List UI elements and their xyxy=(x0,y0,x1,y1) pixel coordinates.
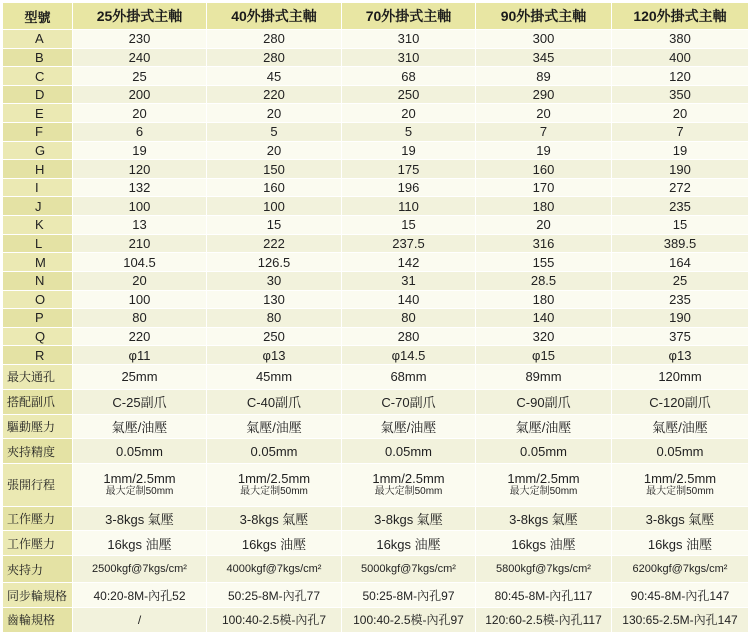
row-label: B xyxy=(3,48,73,67)
table-row xyxy=(3,464,749,506)
table-cell: 15 xyxy=(207,216,342,235)
table-cell: 89 xyxy=(476,67,612,86)
table-cell: 13 xyxy=(73,216,207,235)
table-cell: 20 xyxy=(476,104,612,123)
row-label: 搭配副爪 xyxy=(3,389,73,414)
table-cell: 280 xyxy=(207,30,342,49)
table-cell: 175 xyxy=(342,160,476,179)
table-cell: C-70副爪 xyxy=(342,389,476,414)
table-cell: 30 xyxy=(207,271,342,290)
stroke-value: 1mm/2.5mm xyxy=(643,471,717,487)
table-cell: 氣壓/油壓 xyxy=(207,414,342,439)
row-label: M xyxy=(3,253,73,272)
table-cell: 104.5 xyxy=(73,253,207,272)
row-label: K xyxy=(3,216,73,235)
table-cell: φ13 xyxy=(207,346,342,365)
table-cell: 6 xyxy=(73,123,207,142)
stroke-value: 1mm/2.5mm xyxy=(507,471,580,487)
table-cell: C-25副爪 xyxy=(73,389,207,414)
column-header-model: 型號 xyxy=(3,3,73,30)
table-cell: 170 xyxy=(476,178,612,197)
row-label: 最大通孔 xyxy=(3,364,73,389)
table-cell: 300 xyxy=(476,30,612,49)
table-cell: 389.5 xyxy=(612,234,749,253)
table-cell: 28.5 xyxy=(476,271,612,290)
row-label: L xyxy=(3,234,73,253)
table-cell: 126.5 xyxy=(207,253,342,272)
row-label: F xyxy=(3,123,73,142)
table-cell: 15 xyxy=(612,216,749,235)
table-row xyxy=(3,48,749,67)
table-cell: 160 xyxy=(207,178,342,197)
spec-table-body xyxy=(3,30,749,633)
table-cell: 89mm xyxy=(476,364,612,389)
table-cell: 氣壓/油壓 xyxy=(612,414,749,439)
table-cell: 0.05mm xyxy=(207,439,342,464)
table-cell: 280 xyxy=(342,327,476,346)
table-cell xyxy=(207,464,342,506)
table-cell: 80:45-8M-內孔117 xyxy=(476,583,612,608)
table-cell: 164 xyxy=(612,253,749,272)
table-row xyxy=(3,556,749,583)
table-cell: 19 xyxy=(342,141,476,160)
table-cell: 20 xyxy=(342,104,476,123)
table-cell: 0.05mm xyxy=(476,439,612,464)
table-row xyxy=(3,216,749,235)
stroke-note: 最大定制50mm xyxy=(646,486,714,498)
table-cell: 25 xyxy=(73,67,207,86)
table-cell: 150 xyxy=(207,160,342,179)
table-cell: 130 xyxy=(207,290,342,309)
row-label: R xyxy=(3,346,73,365)
table-row xyxy=(3,123,749,142)
table-row xyxy=(3,104,749,123)
table-cell xyxy=(612,464,749,506)
table-cell: 90:45-8M-內孔147 xyxy=(612,583,749,608)
table-cell: 100:40-2.5模-內孔7 xyxy=(207,607,342,632)
table-cell: φ15 xyxy=(476,346,612,365)
table-cell: 80 xyxy=(207,309,342,328)
table-cell: 316 xyxy=(476,234,612,253)
table-row xyxy=(3,531,749,556)
row-label: D xyxy=(3,85,73,104)
table-cell: 120:60-2.5模-內孔117 xyxy=(476,607,612,632)
table-row xyxy=(3,389,749,414)
table-cell: 3-8kgs 氣壓 xyxy=(207,506,342,531)
table-cell: 130:65-2.5M-內孔147 xyxy=(612,607,749,632)
table-cell: 230 xyxy=(73,30,207,49)
table-row xyxy=(3,364,749,389)
stroke-note: 最大定制50mm xyxy=(240,486,308,498)
table-cell: 3-8kgs 氣壓 xyxy=(73,506,207,531)
table-row xyxy=(3,141,749,160)
table-cell: 180 xyxy=(476,197,612,216)
row-label: C xyxy=(3,67,73,86)
table-cell: 120 xyxy=(73,160,207,179)
table-cell: 19 xyxy=(612,141,749,160)
table-cell: φ13 xyxy=(612,346,749,365)
table-cell: C-120副爪 xyxy=(612,389,749,414)
table-cell: 250 xyxy=(207,327,342,346)
table-cell xyxy=(476,464,612,506)
row-label: 齒輪規格 xyxy=(3,607,73,632)
table-cell: 5 xyxy=(207,123,342,142)
table-cell: 210 xyxy=(73,234,207,253)
table-cell: 120 xyxy=(612,67,749,86)
table-cell: 140 xyxy=(342,290,476,309)
table-row xyxy=(3,607,749,632)
table-cell: φ14.5 xyxy=(342,346,476,365)
table-cell: 2500kgf@7kgs/cm² xyxy=(73,556,207,583)
table-cell: 4000kgf@7kgs/cm² xyxy=(207,556,342,583)
table-cell: 7 xyxy=(612,123,749,142)
table-cell: 7 xyxy=(476,123,612,142)
table-cell: 100 xyxy=(73,290,207,309)
column-header-spindle-4: 90外掛式主軸 xyxy=(476,3,612,30)
table-cell xyxy=(342,464,476,506)
table-cell: 31 xyxy=(342,271,476,290)
row-label: G xyxy=(3,141,73,160)
column-header-spindle-3: 70外掛式主軸 xyxy=(342,3,476,30)
table-cell: 20 xyxy=(476,216,612,235)
table-cell: 80 xyxy=(73,309,207,328)
table-cell: 19 xyxy=(476,141,612,160)
row-label: 夾持精度 xyxy=(3,439,73,464)
stroke-note: 最大定制50mm xyxy=(374,486,443,498)
table-row xyxy=(3,583,749,608)
row-label: 工作壓力 xyxy=(3,531,73,556)
column-header-spindle-5: 120外掛式主軸 xyxy=(612,3,749,30)
row-label: E xyxy=(3,104,73,123)
table-row xyxy=(3,309,749,328)
stroke-value: 1mm/2.5mm xyxy=(237,471,311,487)
table-row xyxy=(3,67,749,86)
table-cell: 180 xyxy=(476,290,612,309)
table-cell: 20 xyxy=(73,271,207,290)
table-row xyxy=(3,160,749,179)
table-cell: 350 xyxy=(612,85,749,104)
table-row xyxy=(3,197,749,216)
table-cell: 15 xyxy=(342,216,476,235)
table-cell: 320 xyxy=(476,327,612,346)
table-cell: 160 xyxy=(476,160,612,179)
table-cell: 310 xyxy=(342,30,476,49)
row-label: I xyxy=(3,178,73,197)
table-cell: 280 xyxy=(207,48,342,67)
table-cell: 237.5 xyxy=(342,234,476,253)
row-label: 同步輪規格 xyxy=(3,583,73,608)
table-cell: 380 xyxy=(612,30,749,49)
row-label: 張開行程 xyxy=(3,464,73,506)
row-label: A xyxy=(3,30,73,49)
table-cell: 16kgs 油壓 xyxy=(342,531,476,556)
table-row xyxy=(3,506,749,531)
table-cell: 190 xyxy=(612,309,749,328)
table-cell: 400 xyxy=(612,48,749,67)
table-cell: 5800kgf@7kgs/cm² xyxy=(476,556,612,583)
column-header-spindle-1: 25外掛式主軸 xyxy=(73,3,207,30)
table-cell: 20 xyxy=(73,104,207,123)
table-cell: 235 xyxy=(612,290,749,309)
table-cell: 20 xyxy=(207,141,342,160)
table-cell: 196 xyxy=(342,178,476,197)
row-label: J xyxy=(3,197,73,216)
stroke-note: 最大定制50mm xyxy=(509,486,578,498)
table-cell: 25 xyxy=(612,271,749,290)
table-cell: 氣壓/油壓 xyxy=(476,414,612,439)
table-cell: 40:20-8M-內孔52 xyxy=(73,583,207,608)
table-row xyxy=(3,327,749,346)
table-cell: 45 xyxy=(207,67,342,86)
table-row xyxy=(3,290,749,309)
table-cell: 100:40-2.5模-內孔97 xyxy=(342,607,476,632)
table-cell: 375 xyxy=(612,327,749,346)
row-label: Q xyxy=(3,327,73,346)
table-cell: 68mm xyxy=(342,364,476,389)
stroke-note: 最大定制50mm xyxy=(105,486,174,498)
table-row xyxy=(3,346,749,365)
header-row xyxy=(3,3,749,30)
table-row xyxy=(3,253,749,272)
table-cell xyxy=(73,464,207,506)
row-label: N xyxy=(3,271,73,290)
stroke-value: 1mm/2.5mm xyxy=(103,471,176,487)
table-cell: 220 xyxy=(207,85,342,104)
row-label: 驅動壓力 xyxy=(3,414,73,439)
table-cell: 142 xyxy=(342,253,476,272)
table-row xyxy=(3,234,749,253)
table-cell: 132 xyxy=(73,178,207,197)
table-row xyxy=(3,414,749,439)
table-cell: 16kgs 油壓 xyxy=(207,531,342,556)
table-cell: 310 xyxy=(342,48,476,67)
table-cell: 氣壓/油壓 xyxy=(342,414,476,439)
row-label: O xyxy=(3,290,73,309)
table-cell: 19 xyxy=(73,141,207,160)
spec-table xyxy=(2,2,749,633)
table-cell: 155 xyxy=(476,253,612,272)
table-cell: 190 xyxy=(612,160,749,179)
table-cell: 3-8kgs 氣壓 xyxy=(342,506,476,531)
stroke-value: 1mm/2.5mm xyxy=(372,471,445,487)
table-cell: 100 xyxy=(73,197,207,216)
table-cell: 110 xyxy=(342,197,476,216)
table-cell: C-90副爪 xyxy=(476,389,612,414)
row-label: 夾持力 xyxy=(3,556,73,583)
table-cell: 50:25-8M-內孔97 xyxy=(342,583,476,608)
table-cell: 80 xyxy=(342,309,476,328)
table-row xyxy=(3,178,749,197)
table-cell: 0.05mm xyxy=(612,439,749,464)
table-cell: φ11 xyxy=(73,346,207,365)
table-cell: 100 xyxy=(207,197,342,216)
table-cell: 345 xyxy=(476,48,612,67)
table-cell: C-40副爪 xyxy=(207,389,342,414)
table-cell: 68 xyxy=(342,67,476,86)
table-cell: 16kgs 油壓 xyxy=(612,531,749,556)
table-cell: 3-8kgs 氣壓 xyxy=(612,506,749,531)
table-cell: 50:25-8M-內孔77 xyxy=(207,583,342,608)
table-cell: 20 xyxy=(207,104,342,123)
row-label: H xyxy=(3,160,73,179)
table-cell: 16kgs 油壓 xyxy=(73,531,207,556)
table-cell: 290 xyxy=(476,85,612,104)
table-cell: 222 xyxy=(207,234,342,253)
table-cell: 120mm xyxy=(612,364,749,389)
table-cell: 0.05mm xyxy=(73,439,207,464)
table-row xyxy=(3,271,749,290)
table-cell: 6200kgf@7kgs/cm² xyxy=(612,556,749,583)
row-label: 工作壓力 xyxy=(3,506,73,531)
table-cell: 5 xyxy=(342,123,476,142)
table-cell: 220 xyxy=(73,327,207,346)
table-cell: 5000kgf@7kgs/cm² xyxy=(342,556,476,583)
table-cell: 45mm xyxy=(207,364,342,389)
table-row xyxy=(3,85,749,104)
table-cell: 25mm xyxy=(73,364,207,389)
table-cell: 氣壓/油壓 xyxy=(73,414,207,439)
table-cell: 140 xyxy=(476,309,612,328)
row-label: P xyxy=(3,309,73,328)
table-cell: 200 xyxy=(73,85,207,104)
table-cell: / xyxy=(73,607,207,632)
table-cell: 0.05mm xyxy=(342,439,476,464)
column-header-spindle-2: 40外掛式主軸 xyxy=(207,3,342,30)
table-row xyxy=(3,439,749,464)
table-cell: 240 xyxy=(73,48,207,67)
table-cell: 272 xyxy=(612,178,749,197)
table-cell: 235 xyxy=(612,197,749,216)
table-cell: 20 xyxy=(612,104,749,123)
table-cell: 16kgs 油壓 xyxy=(476,531,612,556)
table-row xyxy=(3,30,749,49)
table-cell: 3-8kgs 氣壓 xyxy=(476,506,612,531)
table-cell: 250 xyxy=(342,85,476,104)
